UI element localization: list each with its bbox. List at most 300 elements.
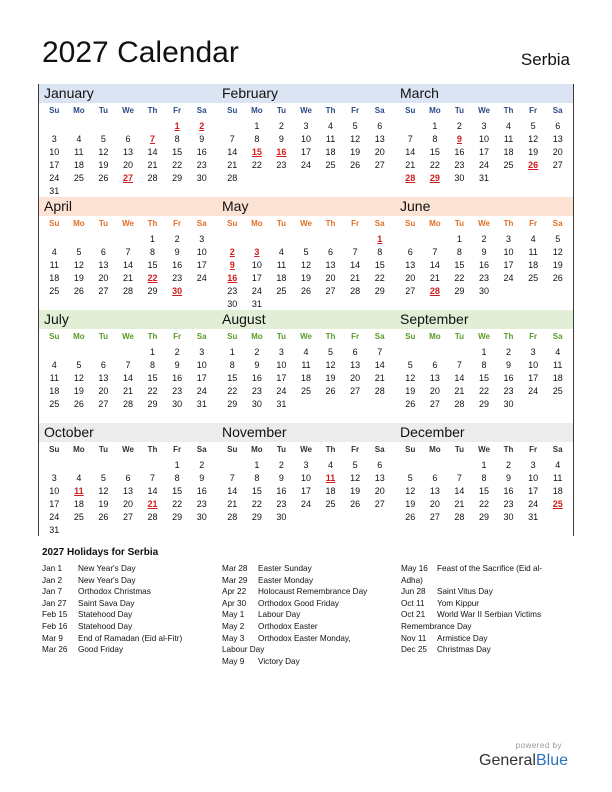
day-cell: 26 [98, 512, 109, 522]
day-cell: 1 [229, 347, 235, 357]
day-cell: 14 [454, 486, 465, 496]
day-cell: 11 [49, 373, 59, 383]
day-cell: 23 [172, 273, 183, 283]
weekday-label: Th [503, 445, 514, 454]
day-cell: 6 [125, 134, 131, 144]
holiday-name-continued: Adha) [401, 575, 423, 585]
weekday-label: We [300, 106, 312, 115]
day-cell: 4 [328, 460, 334, 470]
day-cell: 5 [407, 473, 413, 483]
weekday-label: Fr [351, 445, 360, 454]
day-cell: 26 [73, 286, 84, 296]
day-cell: 13 [429, 373, 440, 383]
weekday-label: Fr [351, 106, 360, 115]
day-cell: 25 [325, 160, 336, 170]
month-name: January [39, 84, 217, 103]
day-cell: 25 [73, 512, 84, 522]
empty-cell [398, 346, 423, 359]
empty-cell [42, 459, 67, 472]
day-cell: 5 [530, 121, 536, 131]
day-cell: 21 [429, 273, 440, 283]
day-cell: 7 [150, 473, 156, 483]
weekday-label: Sa [552, 106, 563, 115]
day-cell: 16 [172, 373, 183, 383]
brand-part-general: General [479, 752, 536, 769]
day-cell: 17 [276, 373, 287, 383]
day-cell: 12 [73, 260, 84, 270]
weekday-header [217, 442, 395, 457]
holiday-name: Holocaust Remembrance Day [258, 587, 368, 597]
day-cell: 7 [456, 473, 462, 483]
empty-cell [140, 459, 165, 472]
day-cell: 23 [478, 273, 489, 283]
day-cell: 15 [172, 486, 183, 496]
day-cell: 31 [49, 525, 60, 535]
holiday-name: Good Friday [78, 645, 124, 655]
day-cell: 27 [429, 512, 440, 522]
day-cell: 8 [229, 360, 235, 370]
weekday-header [217, 216, 395, 231]
day-cell: 20 [98, 273, 109, 283]
day-cell: 12 [325, 360, 336, 370]
holiday-date: Mar 26 [42, 645, 68, 655]
holiday-name: Statehood Day [78, 610, 133, 620]
weekday-label: Sa [374, 219, 385, 228]
day-cell: 16 [172, 260, 183, 270]
day-cell: 1 [174, 460, 180, 470]
day-cell: 24 [196, 386, 207, 396]
day-cell: 11 [503, 134, 514, 144]
days-grid [395, 459, 573, 524]
weekday-label: Mo [73, 445, 85, 454]
weekday-label: Su [405, 219, 416, 228]
weekday-label: Th [503, 106, 514, 115]
holiday-name: End of Ramadan (Eid al-Fitr) [78, 633, 183, 643]
weekday-label: Mo [251, 106, 263, 115]
day-cell: 23 [196, 499, 207, 509]
day-cell: 25 [552, 386, 563, 396]
day-cell: 5 [76, 247, 82, 257]
holiday-entry [401, 609, 571, 621]
day-cell: 19 [98, 499, 109, 509]
holiday-name: Saint Sava Day [78, 598, 135, 608]
day-cell: 3 [481, 121, 487, 131]
weekday-label: Mo [73, 332, 85, 341]
weekday-label: Mo [429, 332, 441, 341]
holiday-name: Orthodox Easter Monday, [258, 633, 351, 643]
holiday-name: Easter Sunday [258, 564, 312, 573]
holiday-entry [222, 633, 392, 645]
day-cell: 24 [49, 173, 60, 183]
weekday-label: We [478, 106, 490, 115]
weekday-label: Tu [276, 219, 287, 228]
day-cell: 4 [76, 473, 82, 483]
day-cell: 22 [172, 499, 183, 509]
day-cell: 21 [227, 499, 238, 509]
holiday-entry [222, 563, 392, 575]
holiday-entry [222, 575, 392, 587]
weekday-label: Tu [454, 219, 465, 228]
holiday-entry [401, 644, 571, 656]
holiday-day-cell: 26 [528, 160, 539, 170]
day-cell: 20 [405, 273, 416, 283]
day-cell: 20 [374, 147, 385, 157]
day-cell: 10 [196, 360, 207, 370]
holiday-date: Jan 1 [42, 564, 63, 573]
day-cell: 8 [254, 473, 260, 483]
holiday-name: Yom Kippur [437, 598, 480, 608]
day-cell: 19 [528, 147, 539, 157]
day-cell: 6 [407, 247, 413, 257]
day-cell: 3 [278, 347, 284, 357]
day-cell: 26 [405, 399, 416, 409]
day-cell: 30 [227, 299, 238, 309]
days-grid [217, 346, 395, 411]
weekday-label: Mo [429, 445, 441, 454]
day-cell: 8 [254, 134, 260, 144]
day-cell: 15 [251, 486, 262, 496]
holiday-date: May 2 [222, 621, 245, 631]
day-cell: 16 [454, 147, 465, 157]
day-cell: 28 [374, 386, 385, 396]
day-cell: 29 [172, 512, 183, 522]
weekday-label: Sa [196, 445, 207, 454]
weekday-label: Su [405, 332, 416, 341]
day-cell: 13 [405, 260, 416, 270]
month-name: February [217, 84, 395, 103]
day-cell: 19 [73, 386, 84, 396]
day-cell: 25 [528, 273, 539, 283]
empty-cell [398, 120, 423, 133]
day-cell: 2 [199, 460, 205, 470]
day-cell: 2 [254, 347, 260, 357]
weekday-label: Fr [173, 445, 182, 454]
weekday-header [395, 216, 573, 231]
day-cell: 2 [506, 347, 512, 357]
weekday-label: Th [147, 332, 158, 341]
day-cell: 19 [350, 147, 361, 157]
day-cell: 2 [506, 460, 512, 470]
day-cell: 7 [125, 360, 131, 370]
holiday-day-cell: 27 [122, 173, 133, 183]
day-cell: 25 [503, 160, 514, 170]
day-cell: 25 [325, 499, 336, 509]
day-cell: 24 [276, 386, 287, 396]
weekday-label: Sa [374, 445, 385, 454]
empty-cell [116, 459, 141, 472]
month-january [39, 84, 217, 197]
day-cell: 14 [147, 147, 158, 157]
holiday-day-cell: 15 [251, 147, 262, 157]
holiday-day-cell: 21 [147, 499, 158, 509]
day-cell: 18 [300, 373, 311, 383]
weekday-header [39, 442, 217, 457]
empty-cell [116, 120, 141, 133]
day-cell: 29 [251, 512, 262, 522]
day-cell: 29 [478, 399, 489, 409]
day-cell: 27 [552, 160, 563, 170]
day-cell: 27 [350, 386, 361, 396]
day-cell: 12 [552, 247, 563, 257]
day-cell: 3 [303, 460, 309, 470]
month-name: April [39, 197, 217, 216]
day-cell: 20 [374, 486, 385, 496]
day-cell: 15 [478, 486, 489, 496]
day-cell: 1 [254, 121, 260, 131]
day-cell: 2 [278, 460, 284, 470]
holiday-date: Apr 22 [222, 587, 247, 597]
day-cell: 18 [325, 486, 336, 496]
day-cell: 12 [98, 147, 109, 157]
day-cell: 12 [300, 260, 311, 270]
weekday-label: Sa [196, 332, 207, 341]
day-cell: 16 [478, 260, 489, 270]
holiday-name: Armistice Day [437, 633, 488, 643]
day-cell: 31 [49, 186, 60, 196]
weekday-label: Th [503, 332, 514, 341]
day-cell: 23 [196, 160, 207, 170]
holiday-name-continued: Labour Day [222, 645, 265, 655]
day-cell: 24 [196, 273, 207, 283]
holiday-name: Orthodox Good Friday [258, 598, 340, 608]
day-cell: 5 [303, 247, 309, 257]
month-name: March [395, 84, 573, 103]
holiday-day-cell: 16 [227, 273, 238, 283]
day-cell: 16 [196, 486, 207, 496]
weekday-label: Fr [529, 332, 538, 341]
day-cell: 11 [49, 260, 59, 270]
day-cell: 24 [49, 512, 60, 522]
weekday-header [217, 103, 395, 118]
day-cell: 22 [251, 160, 262, 170]
day-cell: 10 [251, 260, 262, 270]
day-cell: 16 [503, 373, 514, 383]
holiday-entry [222, 656, 392, 668]
weekday-label: We [122, 106, 134, 115]
weekday-label: Tu [276, 445, 287, 454]
day-cell: 4 [278, 247, 284, 257]
day-cell: 30 [478, 286, 489, 296]
day-cell: 31 [478, 173, 489, 183]
weekday-header [217, 329, 395, 344]
day-cell: 2 [174, 347, 180, 357]
holiday-name: Christmas Day [437, 645, 491, 655]
month-april [39, 197, 217, 310]
weekday-label: Mo [73, 106, 85, 115]
day-cell: 27 [429, 399, 440, 409]
holiday-name: New Year's Day [78, 564, 136, 573]
day-cell: 28 [454, 399, 465, 409]
day-cell: 10 [503, 247, 514, 257]
day-cell: 28 [147, 512, 158, 522]
day-cell: 4 [555, 460, 561, 470]
day-cell: 10 [478, 134, 489, 144]
month-october [39, 423, 217, 536]
day-cell: 15 [454, 260, 465, 270]
weekday-label: Fr [529, 445, 538, 454]
day-cell: 4 [51, 247, 57, 257]
day-cell: 12 [405, 373, 416, 383]
day-cell: 10 [528, 473, 539, 483]
day-cell: 23 [172, 386, 183, 396]
day-cell: 24 [300, 160, 311, 170]
holiday-name: Victory Day [258, 656, 300, 666]
day-cell: 27 [325, 286, 336, 296]
holiday-name: World War II Serbian Victims [437, 610, 542, 620]
day-cell: 7 [407, 134, 413, 144]
days-grid [395, 346, 573, 411]
empty-cell [42, 346, 67, 359]
day-cell: 11 [276, 260, 287, 270]
day-cell: 1 [481, 347, 487, 357]
empty-cell [91, 459, 116, 472]
day-cell: 8 [456, 247, 462, 257]
day-cell: 29 [374, 286, 385, 296]
day-cell: 2 [481, 234, 487, 244]
day-cell: 23 [251, 386, 262, 396]
day-cell: 13 [374, 134, 385, 144]
day-cell: 6 [432, 360, 438, 370]
empty-cell [423, 459, 448, 472]
day-cell: 14 [350, 260, 361, 270]
day-cell: 31 [276, 399, 287, 409]
day-cell: 8 [481, 473, 487, 483]
day-cell: 9 [506, 473, 512, 483]
day-cell: 20 [429, 386, 440, 396]
weekday-label: Su [49, 445, 60, 454]
day-cell: 15 [172, 147, 183, 157]
day-cell: 6 [377, 121, 383, 131]
day-cell: 30 [503, 512, 514, 522]
weekday-label: Sa [552, 219, 563, 228]
day-cell: 17 [478, 147, 489, 157]
day-cell: 26 [73, 399, 84, 409]
day-cell: 16 [196, 147, 207, 157]
day-cell: 21 [227, 160, 238, 170]
holiday-day-cell: 2 [199, 121, 205, 131]
empty-cell [423, 233, 448, 246]
day-cell: 28 [227, 512, 238, 522]
day-cell: 20 [350, 373, 361, 383]
holiday-day-cell: 9 [456, 134, 462, 144]
day-cell: 11 [325, 134, 336, 144]
day-cell: 21 [122, 273, 133, 283]
weekday-header [39, 216, 217, 231]
day-cell: 29 [147, 399, 158, 409]
day-cell: 8 [432, 134, 438, 144]
holiday-entry [42, 563, 212, 575]
day-cell: 12 [405, 486, 416, 496]
month-name: June [395, 197, 573, 216]
day-cell: 10 [276, 360, 287, 370]
day-cell: 14 [405, 147, 416, 157]
day-cell: 15 [147, 260, 158, 270]
weekday-label: Su [405, 445, 416, 454]
day-cell: 7 [377, 347, 383, 357]
day-cell: 15 [429, 147, 440, 157]
holiday-name: New Year's Day [78, 575, 136, 585]
day-cell: 17 [49, 160, 60, 170]
day-cell: 12 [350, 473, 361, 483]
empty-cell [343, 233, 368, 246]
day-cell: 9 [174, 360, 180, 370]
holiday-date: Jan 27 [42, 598, 67, 608]
day-cell: 30 [454, 173, 465, 183]
weekday-header [395, 442, 573, 457]
holiday-day-cell: 1 [377, 234, 383, 244]
empty-cell [42, 120, 67, 133]
holiday-day-cell: 11 [325, 473, 336, 483]
day-cell: 21 [405, 160, 416, 170]
day-cell: 19 [325, 373, 336, 383]
day-cell: 1 [150, 234, 156, 244]
day-cell: 27 [98, 399, 109, 409]
weekday-label: We [122, 219, 134, 228]
weekday-label: Sa [552, 332, 563, 341]
day-cell: 6 [377, 460, 383, 470]
day-cell: 1 [254, 460, 260, 470]
day-cell: 18 [49, 386, 60, 396]
weekday-header [39, 103, 217, 118]
weekday-label: Th [147, 219, 158, 228]
weekday-header [39, 329, 217, 344]
day-cell: 18 [528, 260, 539, 270]
brand-logo [479, 752, 568, 770]
holiday-date: May 1 [222, 610, 245, 620]
day-cell: 26 [350, 499, 361, 509]
holiday-day-cell: 30 [172, 286, 183, 296]
holiday-date: Dec 25 [401, 645, 427, 655]
day-cell: 21 [454, 386, 465, 396]
day-cell: 27 [122, 512, 133, 522]
month-june [395, 197, 573, 310]
day-cell: 6 [432, 473, 438, 483]
month-august [217, 310, 395, 423]
weekday-label: We [478, 445, 490, 454]
weekday-label: Sa [374, 332, 385, 341]
weekday-label: Sa [374, 106, 385, 115]
month-november [217, 423, 395, 536]
country-name: Serbia [520, 50, 570, 69]
holiday-date: Apr 30 [222, 598, 247, 608]
day-cell: 4 [506, 121, 512, 131]
day-cell: 21 [122, 386, 133, 396]
day-cell: 8 [174, 134, 180, 144]
day-cell: 20 [98, 386, 109, 396]
day-cell: 6 [352, 347, 358, 357]
weekday-label: Fr [529, 219, 538, 228]
weekday-label: Fr [173, 219, 182, 228]
empty-cell [67, 233, 92, 246]
holiday-day-cell: 3 [254, 247, 260, 257]
empty-cell [91, 233, 116, 246]
holiday-entry [401, 598, 571, 610]
day-cell: 6 [328, 247, 334, 257]
calendar-grid [38, 84, 574, 536]
empty-cell [398, 233, 423, 246]
day-cell: 11 [553, 473, 563, 483]
weekday-label: Tu [454, 332, 465, 341]
day-cell: 4 [555, 347, 561, 357]
day-cell: 23 [227, 286, 238, 296]
weekday-label: Sa [196, 106, 207, 115]
day-cell: 15 [374, 260, 385, 270]
day-cell: 12 [73, 373, 84, 383]
empty-cell [91, 120, 116, 133]
day-cell: 13 [429, 486, 440, 496]
holiday-name: Saint Vitus Day [437, 587, 493, 597]
day-cell: 13 [374, 473, 385, 483]
